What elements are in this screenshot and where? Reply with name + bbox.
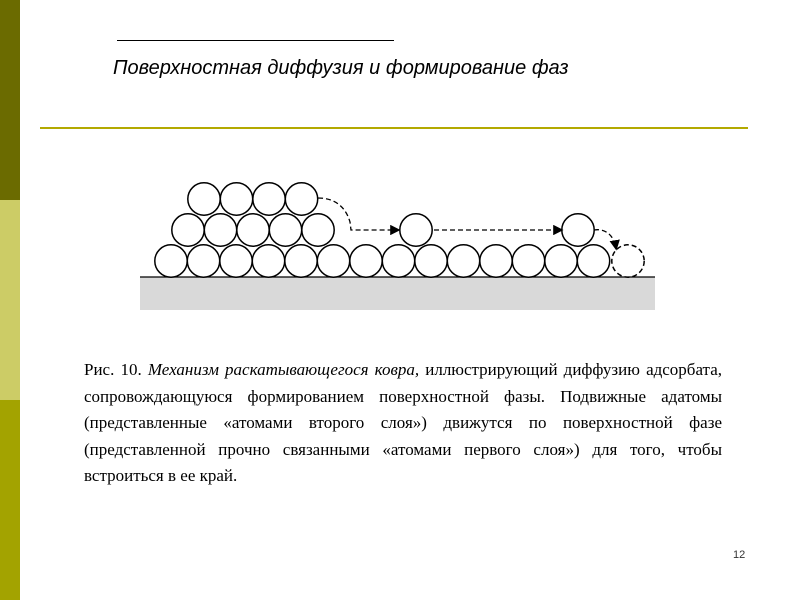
atom: [172, 214, 204, 246]
sidebar-band-bottom: [0, 400, 20, 600]
atom: [285, 183, 317, 215]
adatom: [400, 214, 432, 246]
atom: [220, 183, 252, 215]
atom: [269, 214, 301, 246]
sidebar-band-top: [0, 0, 20, 200]
third-layer-atoms: [188, 183, 318, 215]
second-layer-atoms: [172, 214, 334, 246]
top-rule: [117, 40, 394, 41]
page-number: 12: [733, 549, 746, 561]
first-layer-atoms: [155, 245, 610, 277]
atom: [350, 245, 382, 277]
atom: [447, 245, 479, 277]
atom: [155, 245, 187, 277]
substrate: [140, 277, 655, 310]
vacant-edge-site: [612, 245, 644, 277]
caption-prefix: Рис. 10.: [84, 360, 148, 379]
atom: [302, 214, 334, 246]
atom: [415, 245, 447, 277]
atom: [220, 245, 252, 277]
atom: [285, 245, 317, 277]
caption-italic: Механизм раскатывающегося ковра,: [147, 360, 420, 379]
atom: [480, 245, 512, 277]
atom: [237, 214, 269, 246]
sidebar-band-middle: [0, 200, 20, 400]
sidebar-decoration: [0, 0, 20, 600]
title-rule: [40, 127, 748, 129]
atom: [512, 245, 544, 277]
atom: [545, 245, 577, 277]
slide-title: Поверхностная диффузия и формирование фаз: [113, 57, 569, 79]
atom: [253, 183, 285, 215]
caption-body: иллюстрирующий диффузию адсорбата, сопровождающуюся формированием поверхностной фазы. Подвижные адатомы (представленные «атомами второго слоя») движутся по поверхностной фазе (представленной прочно связанными «атомами первого слоя») для того, чтобы встроиться в ее край.: [84, 360, 722, 485]
atom: [252, 245, 284, 277]
edge-adatom: [562, 214, 594, 246]
atom: [204, 214, 236, 246]
figure-caption: [84, 357, 722, 490]
atom: [187, 245, 219, 277]
atom: [382, 245, 414, 277]
atom: [188, 183, 220, 215]
atom: [577, 245, 609, 277]
atom: [317, 245, 349, 277]
carpet-diffusion-figure: [138, 178, 658, 313]
